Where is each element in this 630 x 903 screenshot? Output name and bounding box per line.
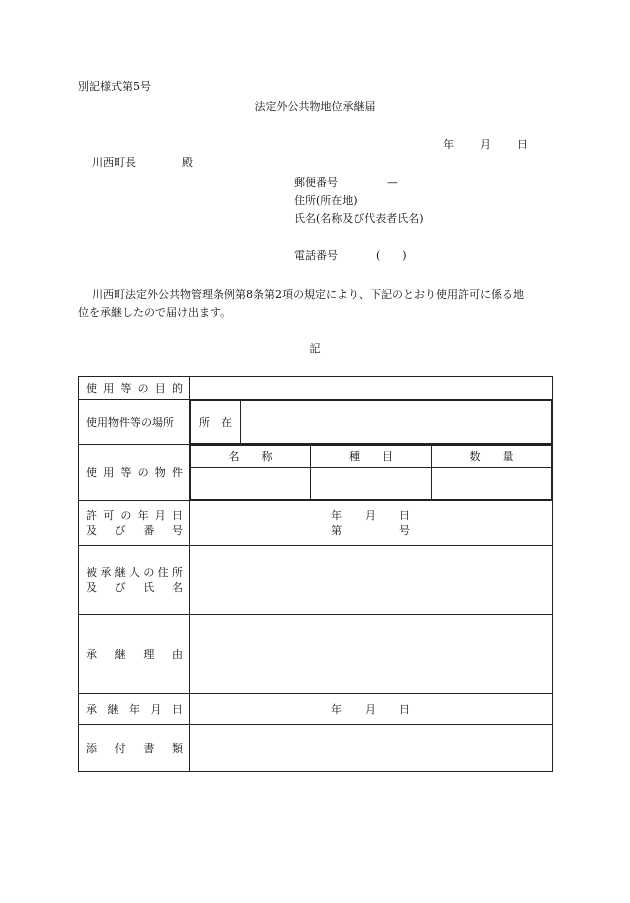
property-type-value[interactable] <box>311 468 432 500</box>
ki-heading: 記 <box>309 342 321 355</box>
purpose-label <box>79 377 190 400</box>
address-label: 住所(所在地) <box>294 194 358 207</box>
permit-row <box>79 501 553 546</box>
attachments-value[interactable] <box>190 725 553 772</box>
permit-label: 許 可 の 年 月 日 及 び 番 号 <box>79 501 190 546</box>
honorific: 殿 <box>182 156 193 169</box>
location-value[interactable] <box>241 401 552 444</box>
property-label <box>79 445 190 501</box>
property-quantity-value[interactable] <box>432 468 552 500</box>
body-text-line-1: 川西町法定外公共物管理条例第8条第2項の規定により、下記のとおり使用許可に係る地 <box>92 288 524 301</box>
day-label: 日 <box>517 138 528 151</box>
date-line <box>443 138 528 152</box>
name-label: 氏名(名称及び代表者氏名) <box>294 212 424 225</box>
attachments-row <box>79 725 553 772</box>
postal-code-label: 郵便番号 <box>294 176 338 189</box>
property-name-value[interactable] <box>191 468 311 500</box>
location-label: 使用物件等の場所 <box>79 400 190 445</box>
reason-row <box>79 615 553 694</box>
succession-date-value[interactable]: 年 月 日 <box>190 694 553 725</box>
purpose-row <box>79 377 553 400</box>
document-title: 法定外公共物地位承継届 <box>254 100 376 113</box>
location-sub-label: 所 在 <box>191 401 241 444</box>
reason-label: 承 継 理 由 <box>79 615 190 694</box>
purpose-value[interactable] <box>190 377 553 400</box>
succession-date-row <box>79 694 553 725</box>
phone-parens: ( ) <box>376 249 407 262</box>
year-label: 年 <box>443 138 454 151</box>
property-col-quantity: 数 量 <box>432 446 552 468</box>
postal-code-dash: — <box>387 176 398 189</box>
addressee: 川西町長 <box>92 156 136 169</box>
property-row <box>79 445 553 501</box>
form-table <box>78 376 553 772</box>
attachments-label: 添 付 書 類 <box>79 725 190 772</box>
predecessor-label: 被 承 継 人 の 住 所 及 び 氏 名 <box>79 546 190 615</box>
permit-value[interactable]: 年 月 日 第 号 <box>190 501 553 546</box>
form-number: 別記様式第5号 <box>78 80 151 93</box>
reason-value[interactable] <box>190 615 553 694</box>
month-label: 月 <box>480 138 491 151</box>
body-text-line-2: 位を承継したので届け出ます。 <box>78 306 232 319</box>
purpose-label-text: 使 用 等 の 目 的 <box>86 381 183 395</box>
predecessor-value[interactable] <box>190 546 553 615</box>
property-label-text: 使 用 等 の 物 件 <box>86 466 183 479</box>
phone-label: 電話番号 <box>294 249 338 262</box>
succession-date-label: 承 継 年 月 日 <box>79 694 190 725</box>
property-col-type: 種 目 <box>311 446 432 468</box>
predecessor-row <box>79 546 553 615</box>
location-row <box>79 400 553 445</box>
property-col-name: 名 称 <box>191 446 311 468</box>
